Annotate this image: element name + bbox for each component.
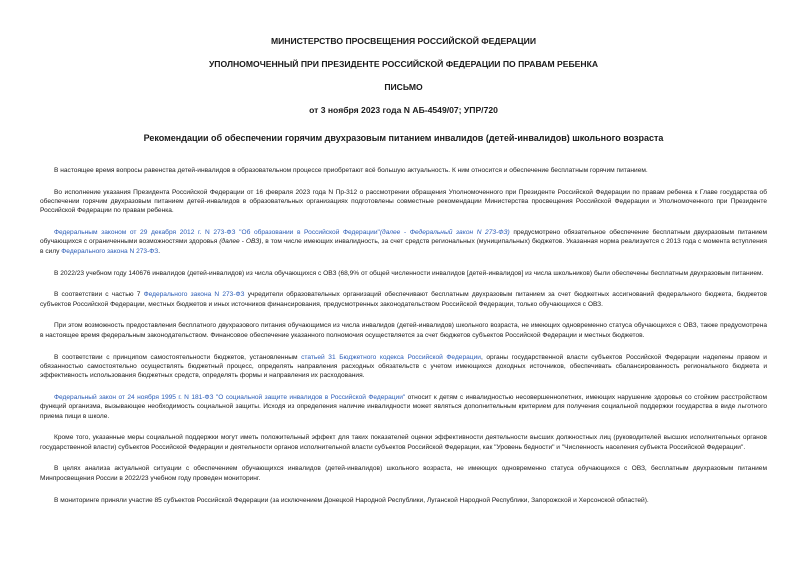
document-type: ПИСЬМО: [384, 82, 423, 92]
link-budget-code-article-31[interactable]: статьей 31 Бюджетного кодекса Российской Федерации: [301, 353, 481, 361]
link-federal-law-273-part-7[interactable]: Федерального закона N 273-ФЗ: [143, 291, 245, 299]
ombudsman-heading: УПОЛНОМОЧЕННЫЙ ПРИ ПРЕЗИДЕНТЕ РОССИЙСКОЙ ФЕДЕРАЦИИ ПО ПРАВАМ РЕБЕНКА: [208, 59, 599, 69]
paragraph-8-text-1: относит к детям с инвалидностью несовершеннолетних, имеющих нарушение здоровья со стойким расстройством функций организма, вызывающее необходимость социальной защиты. Исходя из определения наличие инвалидности может являться дополнительным критерием для получения социальной поддержки государства в виде льготного приема пищи в школе.: [40, 393, 767, 420]
link-federal-law-273[interactable]: Федеральным законом от 29 декабря 2012 г. N 273-ФЗ "Об образовании в Российской Федерации": [54, 229, 380, 237]
paragraph-4: В 2022/23 учебном году 140676 инвалидов (детей-инвалидов) из числа обучающихся с ОВЗ (68,9% от общей численности инвалидов [детей-инвалидов] из числа школьников) были обеспечены бесплатным двухразовым питанием.: [54, 269, 764, 277]
paragraph-6: При этом возможность предоставления бесплатного двухразового питания обучающимся из числа инвалидов (детей-инвалидов) школьного возраста, не имеющих одновременно статуса обучающихся с ОВЗ, также предусмотрена в настоящее время федеральным законодательством. Финансовое обеспечение указанного полномочия осуществляется за счет бюджетов субъектов Российской Федерации и местных бюджетов.: [40, 322, 767, 339]
note-ovz: (далее - ОВЗ): [219, 238, 262, 246]
paragraph-1: В настоящее время вопросы равенства детей-инвалидов в образовательном процессе приобретают всё большую актуальность. К ним относится и обеспечение бесплатным горячим питанием.: [54, 167, 648, 174]
paragraph-5: [40, 290, 767, 309]
paragraph-7-text-1: В соответствии с принципом самостоятельности бюджетов, установленным: [54, 353, 302, 361]
paragraph-11: В мониторинге приняли участие 85 субъектов Российской Федерации (за исключением Донецкой Народной Республики, Луганской Народной Республики, Запорожской и Херсонской областей).: [54, 496, 649, 504]
document-date-number: от 3 ноября 2023 года N АБ-4549/07; УПР/720: [309, 105, 498, 115]
paragraph-3: [40, 228, 767, 256]
paragraph-3-text-1: предусмотрено обязательное обеспечение бесплатным двухразовым питанием обучающихся с ограниченными возможностями здоровья: [40, 229, 768, 246]
document-title: Рекомендации об обеспечении горячим двухразовым питанием инвалидов (детей-инвалидов) школьного возраста: [143, 133, 664, 143]
link-federal-law-181[interactable]: Федеральный закон от 24 ноября 1995 г. N 181-ФЗ "О социальной защите инвалидов в Российской Федерации": [54, 393, 406, 401]
paragraph-2: Во исполнение указания Президента Российской Федерации от 16 февраля 2023 года N Пр-312 о рассмотрении обращения Уполномоченного при Президенте Российской Федерации по правам ребенка к Главе государства об обеспечении горячим двухразовым питанием детей-инвалидов в образовательных организациях подготовлены совместные рекомендации Министерства просвещения Российской Федерации и Уполномоченного при Президенте Российской Федерации по правам ребенка.: [40, 188, 767, 215]
paragraph-7: [40, 353, 767, 381]
ministry-heading: МИНИСТЕРСТВО ПРОСВЕЩЕНИЯ РОССИЙСКОЙ ФЕДЕРАЦИИ: [270, 36, 537, 46]
paragraph-9: Кроме того, указанные меры социальной поддержки могут иметь положительный эффект для таких показателей оценки эффективности деятельности высших должностных лиц (руководителей высших исполнительных органов государственной власти) субъектов Российской Федерации и деятельности органов исполнительной власти субъектов Российской Федерации, как "Уровень бедности" и "Численность населения субъекта Российской Федерации".: [40, 434, 767, 451]
paragraph-3-text-2: , в том числе имеющих инвалидность, за счет средств региональных (муниципальных) бюджетов. Указанная норма реализуется с 2013 года с момента вступления в силу: [40, 238, 767, 255]
paragraph-8: [40, 393, 767, 421]
paragraph-3-text-3: .: [158, 247, 161, 255]
link-federal-law-273-short[interactable]: Федерального закона N 273-ФЗ: [61, 247, 159, 255]
paragraph-10: В целях анализа актуальной ситуации с обеспечением обучающихся инвалидов (детей-инвалидов) школьного возраста, не имеющих одновременно статуса обучающихся с ОВЗ, бесплатным двухразовым питанием Минпросвещения России в 2022/23 учебном году проведен мониторинг.: [40, 465, 767, 482]
paragraph-5-text-1: В соответствии с частью 7: [54, 291, 144, 299]
document-header: [40, 36, 767, 116]
note-federal-law-273[interactable]: (далее - Федеральный закон N 273-ФЗ): [379, 229, 510, 237]
paragraph-5-text-2: учредители образовательных организаций обеспечивают бесплатным двухразовым питанием за счет бюджетных ассигнований федерального бюджета, бюджетов субъектов Российской Федерации, местных бюджетов и иных источников финансирования, предусмотренных законодательством Российской Федерации, только обучающихся с ОВЗ.: [40, 291, 767, 308]
paragraph-7-text-2: , органы государственной власти субъектов Российской Федерации наделены правом и обязанностью самостоятельно осуществлять бюджетный процесс, определять направления расходных обязательств с учетом имеющихся доходных источников, обеспечивать сбалансированность регионального бюджета и эффективность использования бюджетных средств, определять формы и направления их расходования.: [40, 353, 767, 380]
